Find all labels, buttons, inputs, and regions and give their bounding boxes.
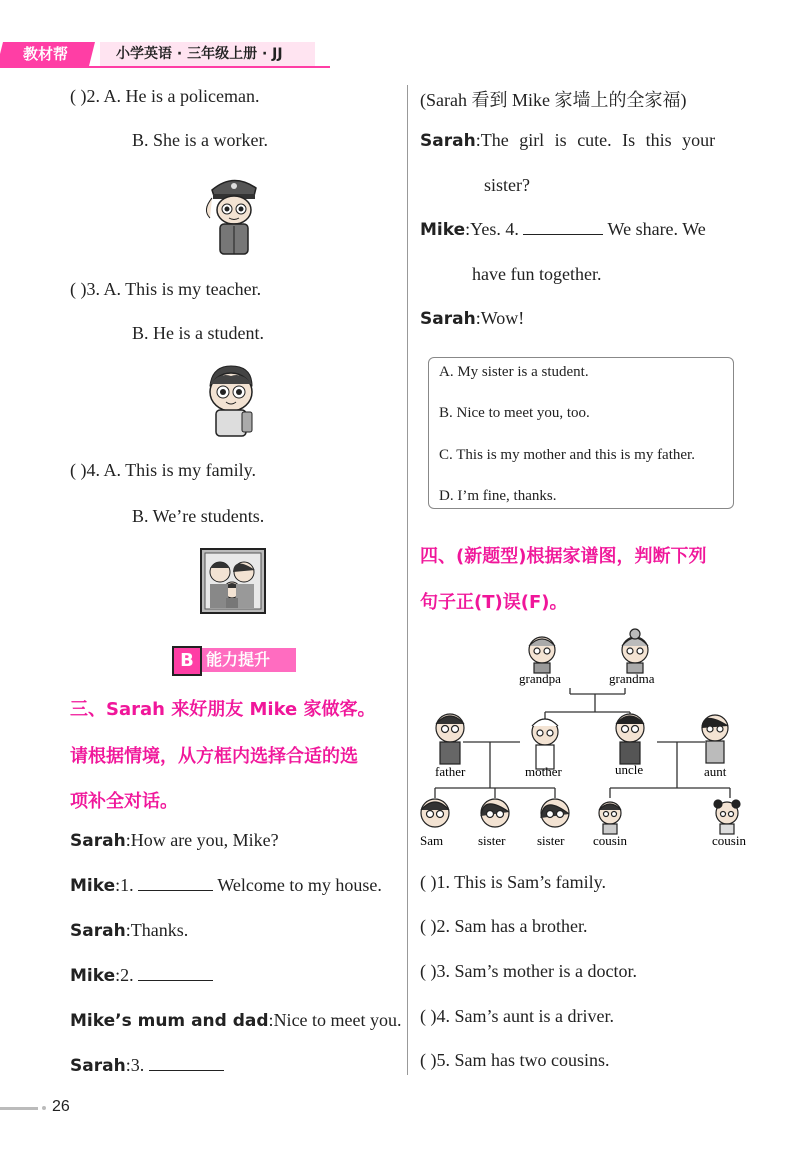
mike-line: Mike:Yes. 4. We share. We — [420, 219, 706, 240]
label-cousin-2: cousin — [712, 833, 746, 848]
section-3-title-line3: 项补全对话。 — [70, 791, 178, 812]
dialogue-line-2: Mike:1. Welcome to my house. — [70, 875, 382, 896]
question-4-b: B. We’re students. — [132, 506, 265, 526]
question-2-b: B. She is a worker. — [132, 130, 268, 150]
section-3-title-line2: 请根据情境，从方框内选择合适的选 — [70, 746, 358, 767]
dialogue-line-5: Mike’s mum and dad:Nice to meet you. — [70, 1010, 402, 1031]
footer-dot — [42, 1106, 46, 1110]
options-box — [428, 357, 734, 509]
section-4-title-line1: 四、(新题型)根据家谱图，判断下列 — [420, 546, 707, 567]
header-badge: 教材帮 — [0, 42, 95, 66]
label-grandpa: grandpa — [519, 671, 561, 686]
label-father: father — [435, 764, 466, 779]
footer-rule — [0, 1107, 38, 1110]
judge-item-3: ( )3. Sam’s mother is a doctor. — [420, 961, 637, 981]
section-b-letter: B — [172, 646, 202, 676]
family-tree-diagram — [415, 628, 755, 853]
option-c: C. This is my mother and this is my father. — [439, 447, 695, 463]
question-4-a: ( )4. A. This is my family. — [70, 460, 256, 480]
sarah-wow-line: Sarah:Wow! — [420, 308, 525, 329]
sarah-line-cont: sister? — [484, 175, 530, 195]
option-a: A. My sister is a student. — [439, 364, 589, 380]
dialogue-line-6: Sarah:3. — [70, 1055, 224, 1076]
judge-item-1: ( )1. This is Sam’s family. — [420, 872, 606, 892]
page-number: 26 — [52, 1098, 70, 1115]
header-title: 小学英语 · 三年级上册 · JJ — [100, 42, 315, 66]
mike-line-cont: have fun together. — [472, 264, 602, 284]
column-divider — [407, 85, 408, 1075]
label-sister-2: sister — [537, 833, 565, 848]
answer-blank-3[interactable] — [149, 1056, 224, 1071]
judge-item-4: ( )4. Sam’s aunt is a driver. — [420, 1006, 614, 1026]
option-d: D. I’m fine, thanks. — [439, 488, 557, 504]
dialogue-line-1: Sarah:How are you, Mike? — [70, 830, 279, 851]
student-illustration — [200, 362, 262, 440]
section-4-title-line2: 句子正(T)误(F)。 — [420, 592, 568, 613]
header-rule — [0, 66, 330, 68]
sarah-line: Sarah:The girl is cute. Is this your — [420, 130, 716, 151]
label-mother: mother — [525, 764, 562, 779]
option-b: B. Nice to meet you, too. — [439, 405, 590, 421]
label-sister-1: sister — [478, 833, 506, 848]
answer-blank-4[interactable] — [523, 220, 603, 235]
judge-item-5: ( )5. Sam has two cousins. — [420, 1050, 610, 1070]
scene-context: (Sarah 看到 Mike 家墙上的全家福) — [420, 90, 687, 110]
label-aunt: aunt — [704, 764, 727, 779]
judge-item-2: ( )2. Sam has a brother. — [420, 916, 588, 936]
dialogue-line-4: Mike:2. — [70, 965, 213, 986]
dialogue-line-3: Sarah:Thanks. — [70, 920, 189, 941]
question-3-a: ( )3. A. This is my teacher. — [70, 279, 262, 299]
section-b-badge — [172, 646, 300, 674]
section-b-label: 能力提升 — [196, 648, 296, 672]
answer-blank-2[interactable] — [138, 966, 213, 981]
family-photo-illustration — [200, 548, 266, 614]
section-3-title-line1: 三、Sarah 来好朋友 Mike 家做客。 — [70, 699, 376, 720]
policeman-illustration — [198, 170, 268, 256]
label-uncle: uncle — [615, 762, 644, 777]
answer-blank-1[interactable] — [138, 876, 213, 891]
label-sam: Sam — [420, 833, 444, 848]
question-3-b: B. He is a student. — [132, 323, 264, 343]
label-cousin-1: cousin — [593, 833, 627, 848]
label-grandma: grandma — [609, 671, 655, 686]
question-2-a: ( )2. A. He is a policeman. — [70, 86, 260, 106]
